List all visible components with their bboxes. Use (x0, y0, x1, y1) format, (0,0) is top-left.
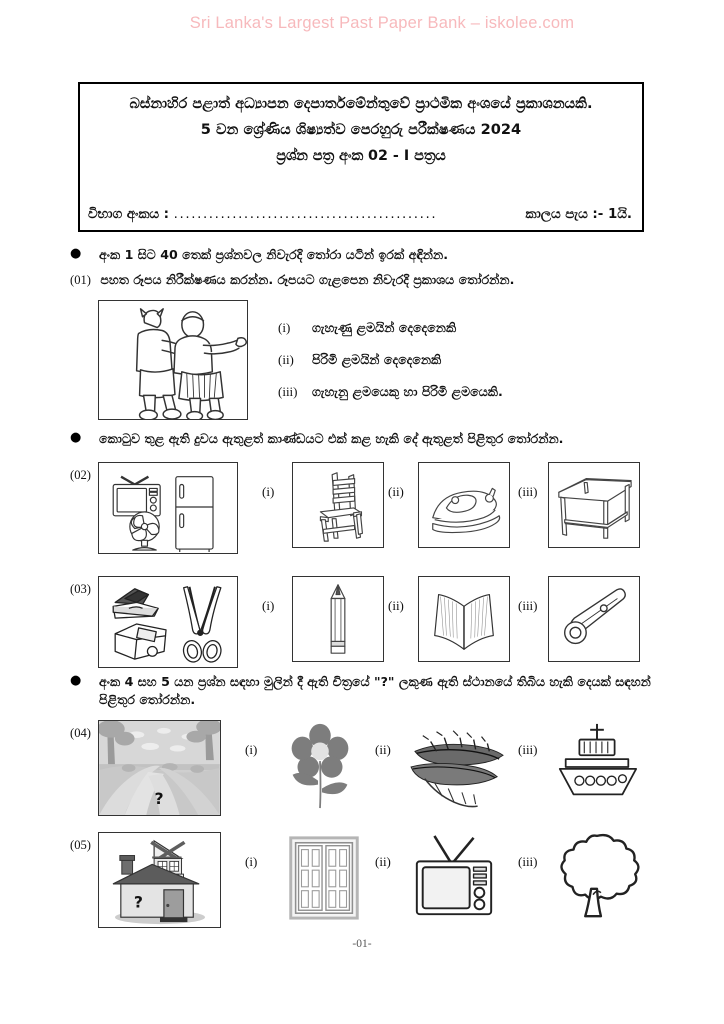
option-image-outrigger-canoe (405, 720, 515, 812)
bullet-icon: ● (70, 246, 82, 261)
question-02-main-image (98, 462, 238, 554)
option-image-television (405, 832, 505, 924)
question-05-main-image (98, 832, 221, 928)
question-02-row (70, 462, 670, 554)
question-03-number: (03) (70, 582, 91, 596)
question-01-intro-row (70, 272, 670, 288)
option-label-iii: (iii) (518, 598, 538, 613)
hole-punch-sharpener-scissors-illustration (99, 577, 237, 667)
outrigger-canoe-icon (405, 720, 513, 810)
option-image-chair (292, 462, 384, 548)
option-image-table (548, 462, 640, 548)
option-label-i: (i) (278, 320, 291, 335)
question-05-option-ii[interactable] (375, 832, 505, 924)
question-01-intro-text: පහත රූපය නිරීක්ෂණය කරන්න. රූපයට ගැළපෙන නිවැරදි ප්‍රකාශය තෝරන්න. (100, 272, 515, 287)
option-label-ii: (ii) (388, 598, 404, 613)
page-number-footer: -01- (352, 938, 372, 950)
question-05-option-iii[interactable] (518, 832, 648, 928)
question-01-option-iii[interactable] (278, 376, 503, 408)
header-exam-title: 5 වන ශ්‍රේණිය ශිෂ්‍යත්ව පෙරහුරු පරීක්ෂණය 2024 (200, 121, 522, 139)
pencil-icon (293, 577, 383, 661)
instruction-1-text: අංක 1 සිට 40 තෙක් ප්‍රශ්නවල නිවැරදි තෝරා යටින් ඉරක් අඳින්න. (99, 247, 449, 262)
house-illustration (99, 833, 220, 927)
question-03-option-i[interactable] (262, 576, 384, 662)
option-label-ii: (ii) (388, 484, 404, 499)
header-department-line: බස්නාහිර පළාත් අධ්‍යාපන දෙපාර්තමේන්තුවේ ප්‍රාථමික අංශයේ ප්‍රකාශනයකි. (129, 95, 593, 112)
open-book-icon (419, 577, 509, 661)
instruction-2-text: කොටුව තුළ ඇති දුවය ඇතුළත් කාණ්ඩයට එක් කළ හැකි දේ ඇතුළත් පිළිතුර තෝරන්න. (99, 431, 564, 446)
television-icon (405, 832, 503, 922)
question-03-row (70, 576, 670, 668)
bullet-icon: ● (70, 673, 82, 688)
header-index-time-row (80, 207, 642, 222)
index-number-label: විභාග අංකය : (88, 207, 169, 222)
option-label-i: (i) (245, 742, 258, 757)
question-01-option-i[interactable] (278, 312, 503, 344)
watermark-text: Sri Lanka's Largest Past Paper Bank – iskolee.com (189, 14, 575, 32)
table-icon (549, 463, 639, 547)
ship-icon (548, 720, 646, 810)
question-01-options (278, 312, 503, 408)
question-02-option-ii[interactable] (388, 462, 510, 548)
exam-header-box (78, 82, 644, 232)
instruction-1 (70, 246, 670, 264)
question-02-option-i[interactable] (262, 462, 384, 548)
window-icon (275, 832, 373, 922)
question-05-number: (05) (70, 838, 91, 852)
question-04-option-iii[interactable] (518, 720, 648, 812)
two-children-pointing-illustration (99, 301, 247, 419)
question-02-option-iii[interactable] (518, 462, 640, 548)
question-04-number: (04) (70, 726, 91, 740)
exam-duration-label: කාලය පැය :- 1යි. (525, 207, 632, 222)
option-label-ii: (ii) (375, 742, 391, 757)
question-03-option-ii[interactable] (388, 576, 510, 662)
option-text-iii: ගැහැනු ළමයෙකු හා පිරිමි ළමයෙකි. (312, 383, 503, 399)
cutter-blade-icon (549, 577, 639, 661)
index-number-dots: ............................................. (173, 207, 438, 222)
instruction-3-text: අංක 4 සහ 5 යන ප්‍රශ්න සඳහා මුලින් දී ඇති චිත්‍රයේ "?" ලකුණ ඇති ස්ථානයේ තිබිය හැකි දෙයක් සඳහන් පිළිතුර තෝරන්න. (99, 674, 651, 708)
option-label-iii: (iii) (518, 742, 538, 757)
question-05-row (70, 832, 670, 928)
question-03-main-image (98, 576, 238, 668)
question-01-number: (01) (70, 273, 91, 287)
river-landscape-illustration (99, 721, 220, 815)
option-image-cutter-blade (548, 576, 640, 662)
option-label-i: (i) (262, 598, 275, 613)
option-text-ii: පිරිමි ළමයින් දෙදෙනෙකි (312, 351, 442, 367)
bullet-icon: ● (70, 430, 82, 445)
question-03-option-iii[interactable] (518, 576, 640, 662)
option-label-iii: (iii) (518, 854, 538, 869)
option-label-i: (i) (262, 484, 275, 499)
question-04-option-ii[interactable] (375, 720, 515, 812)
option-label-i: (i) (245, 854, 258, 869)
question-mark-04: ? (154, 789, 164, 809)
option-label-iii: (iii) (518, 484, 538, 499)
iron-icon (419, 463, 509, 547)
question-02-number: (02) (70, 468, 91, 482)
option-label-iii: (iii) (278, 383, 298, 399)
option-image-iron (418, 462, 510, 548)
question-04-option-i[interactable] (245, 720, 367, 812)
question-05-option-i[interactable] (245, 832, 375, 924)
index-number-field[interactable] (88, 207, 437, 222)
question-mark-05: ? (133, 892, 143, 912)
tv-fan-refrigerator-illustration (99, 463, 237, 553)
option-label-ii: (ii) (278, 351, 294, 367)
instruction-2 (70, 430, 680, 448)
chair-icon (293, 463, 383, 547)
option-image-pencil (292, 576, 384, 662)
option-image-window (275, 832, 375, 924)
flower-icon (275, 720, 365, 810)
header-paper-number: ප්‍රශ්න පත්‍ර අංක 02 - I පත්‍රය (276, 148, 446, 165)
option-image-flower (275, 720, 367, 812)
option-image-open-book (418, 576, 510, 662)
question-01-option-ii[interactable] (278, 344, 503, 376)
question-04-row (70, 720, 670, 816)
option-image-tree (548, 832, 648, 928)
question-01-main-image (98, 300, 248, 420)
question-04-main-image (98, 720, 221, 816)
instruction-3 (70, 673, 682, 710)
option-text-i: ගැහැණු ළමයින් දෙදෙනෙකි (312, 320, 457, 335)
tree-icon (548, 832, 646, 926)
option-image-ship (548, 720, 648, 812)
option-label-ii: (ii) (375, 854, 391, 869)
